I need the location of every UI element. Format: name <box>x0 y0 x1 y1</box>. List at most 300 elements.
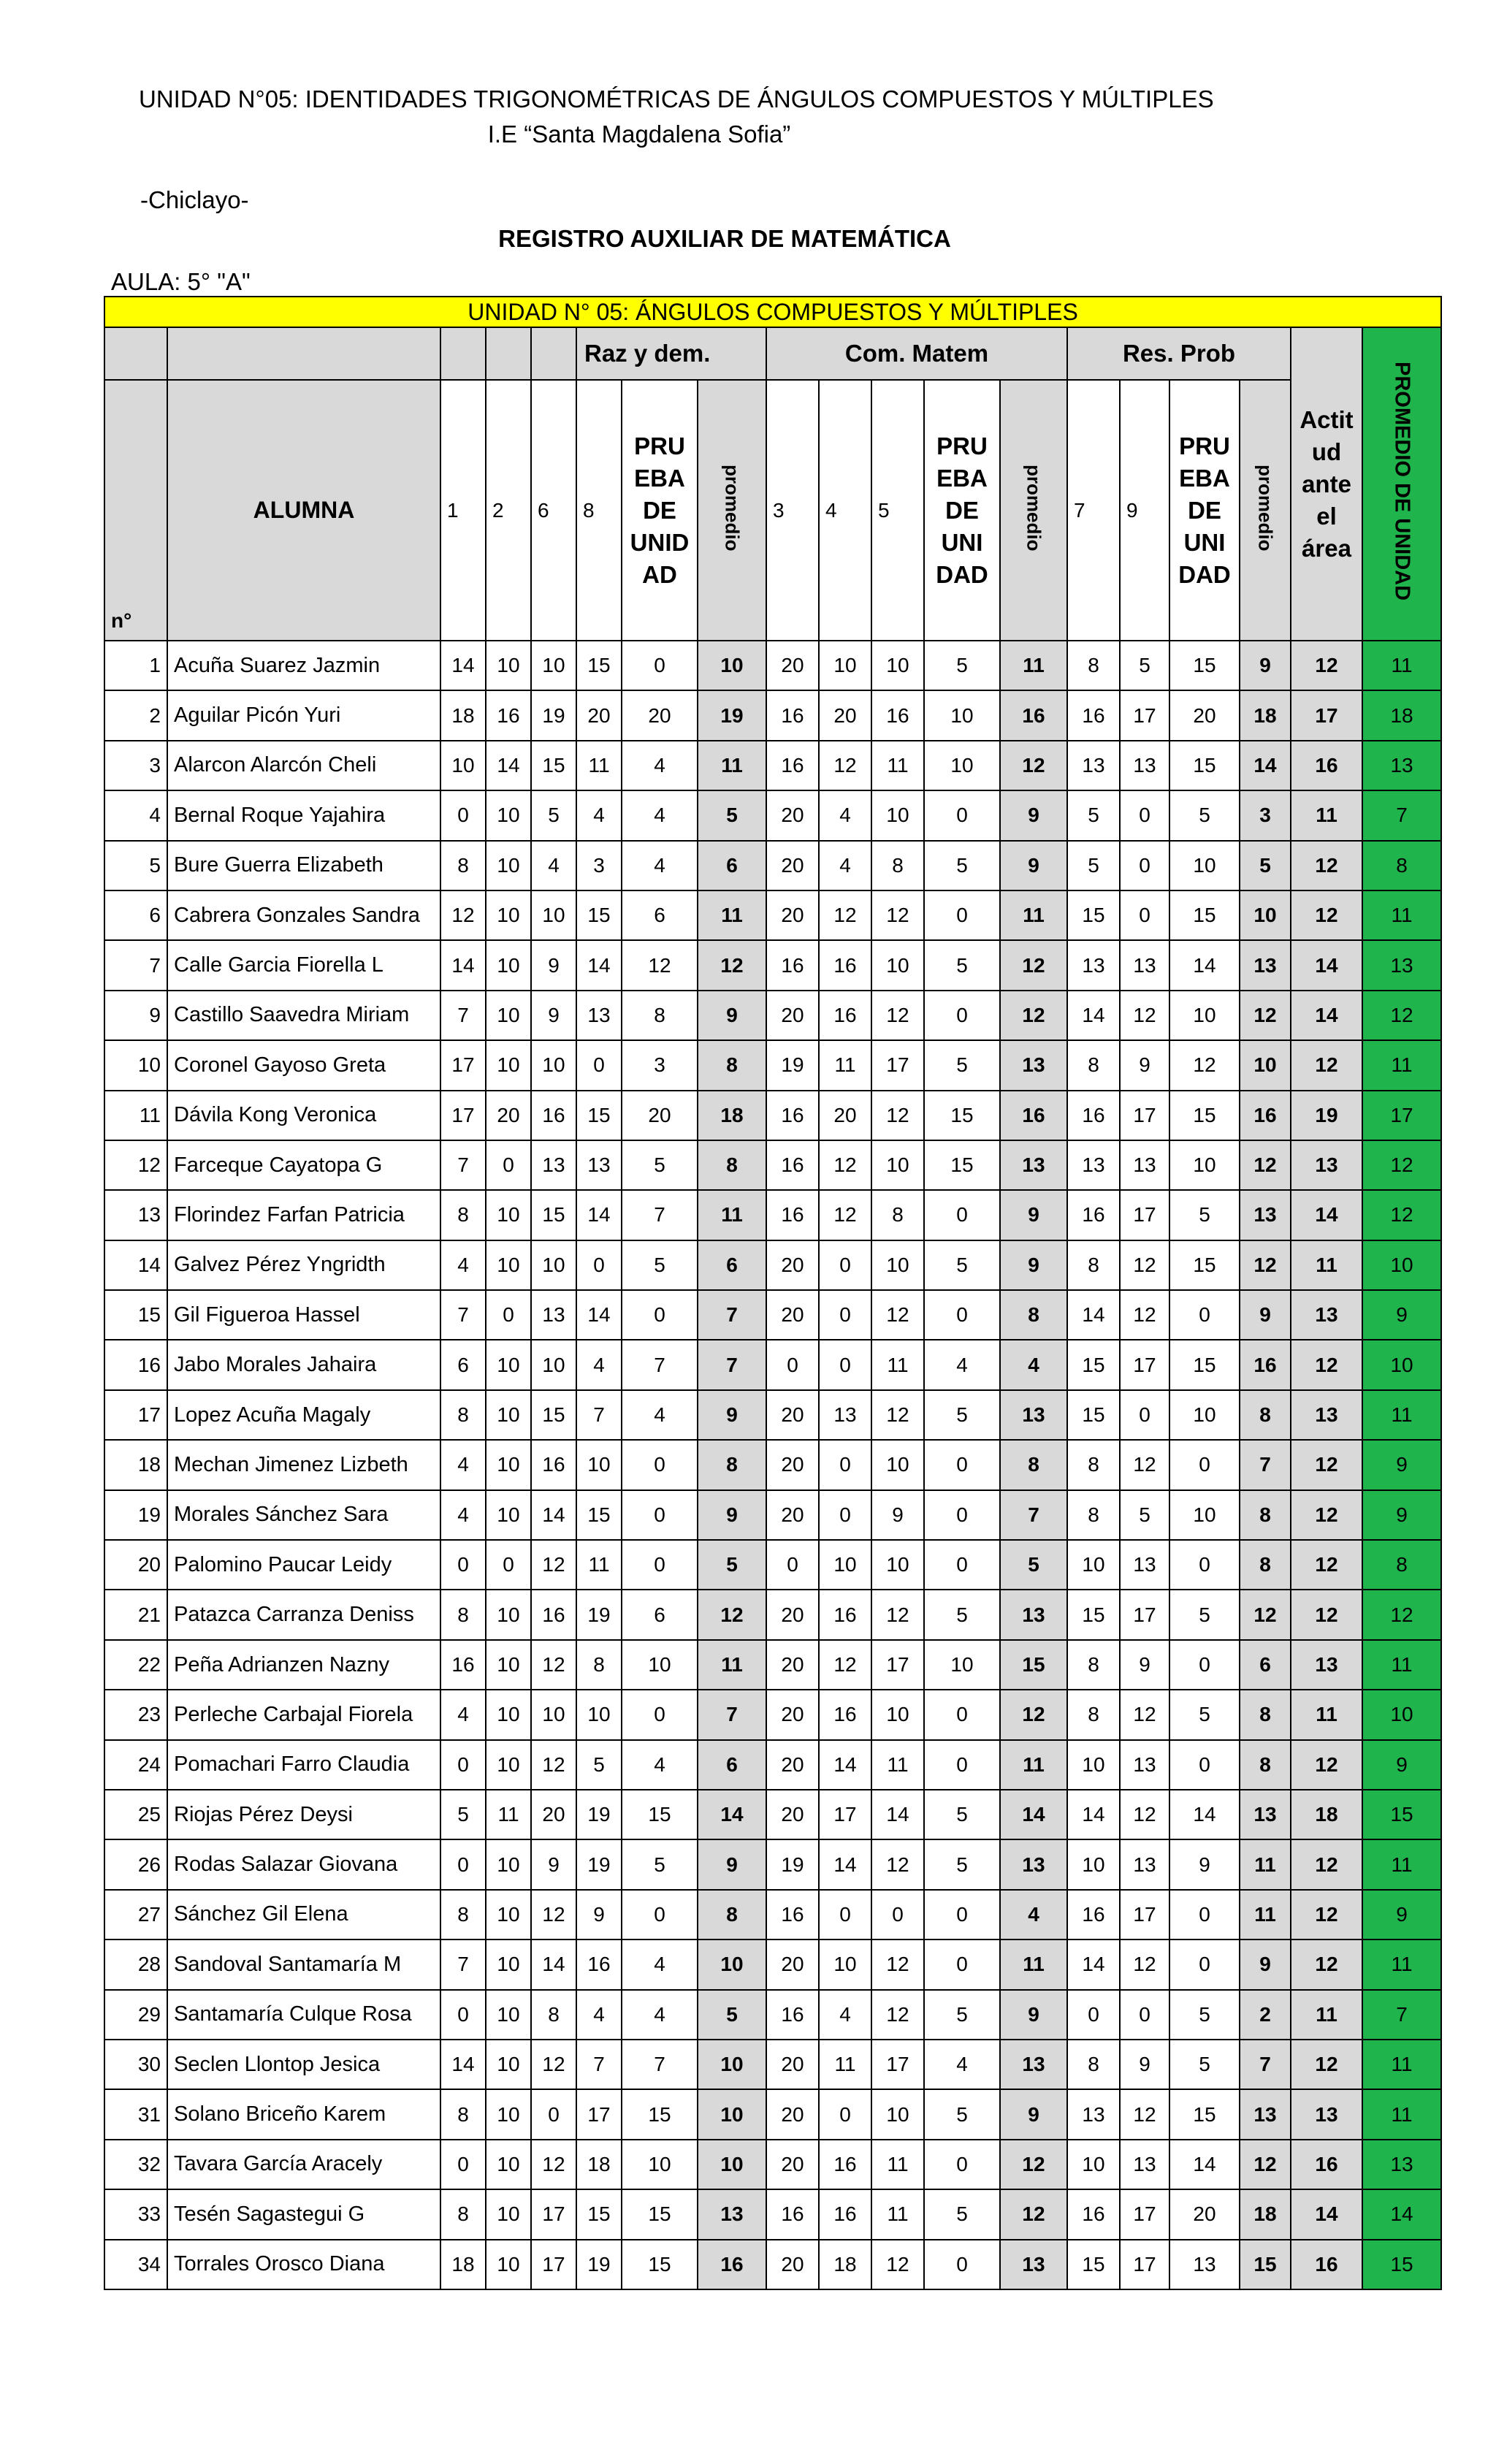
score-2: 10 <box>486 1990 531 2040</box>
score-5: 17 <box>871 2040 924 2089</box>
score-1: 7 <box>440 1939 486 1989</box>
table-row <box>104 1190 1441 1240</box>
score-8: 4 <box>576 1990 622 2040</box>
student-name: Florindez Farfan Patricia <box>167 1190 440 1240</box>
test-raz: 0 <box>622 1490 698 1540</box>
score-8: 11 <box>576 1540 622 1590</box>
test-res: 15 <box>1169 1340 1240 1389</box>
score-5: 8 <box>871 841 924 890</box>
score-4: 16 <box>819 1690 871 1739</box>
test-raz: 15 <box>622 2189 698 2239</box>
score-2: 10 <box>486 1490 531 1540</box>
test-raz: 4 <box>622 1740 698 1790</box>
school-name: I.E “Santa Magdalena Sofia” <box>487 121 791 148</box>
avg-raz: 11 <box>698 1190 766 1240</box>
score-1: 10 <box>440 741 486 790</box>
score-8: 17 <box>576 2089 622 2139</box>
score-3: 19 <box>766 1839 819 1889</box>
score-5: 11 <box>871 2189 924 2239</box>
score-9: 9 <box>1120 2040 1169 2089</box>
test-com: 15 <box>924 1140 1000 1190</box>
unit-average: 15 <box>1362 1790 1441 1839</box>
test-com: 10 <box>924 1640 1000 1690</box>
score-6: 12 <box>531 1890 576 1939</box>
avg-com: 9 <box>1000 2089 1067 2139</box>
avg-com: 12 <box>1000 2140 1067 2189</box>
attitude-score: 12 <box>1291 890 1362 940</box>
score-5: 11 <box>871 1740 924 1790</box>
avg-res: 8 <box>1240 1390 1291 1440</box>
score-6: 10 <box>531 890 576 940</box>
score-4: 16 <box>819 2140 871 2189</box>
avg-res: 2 <box>1240 1990 1291 2040</box>
score-4: 12 <box>819 1190 871 1240</box>
avg-res: 14 <box>1240 741 1291 790</box>
avg-res: 16 <box>1240 1091 1291 1140</box>
score-3: 20 <box>766 1390 819 1440</box>
avg-raz: 5 <box>698 1540 766 1590</box>
avg-res: 15 <box>1240 2240 1291 2289</box>
score-5: 12 <box>871 1091 924 1140</box>
attitude-score: 12 <box>1291 1490 1362 1540</box>
student-name: Alarcon Alarcón Cheli <box>167 741 440 790</box>
unit-average: 13 <box>1362 741 1441 790</box>
classroom-label: AULA: 5° "A" <box>111 268 251 295</box>
score-7: 5 <box>1067 841 1120 890</box>
grades-body <box>104 641 1441 2289</box>
score-7: 15 <box>1067 890 1120 940</box>
row-number: 24 <box>104 1740 167 1790</box>
student-name: Castillo Saavedra Miriam <box>167 991 440 1040</box>
score-1: 4 <box>440 1440 486 1490</box>
score-8: 14 <box>576 1290 622 1340</box>
test-raz: 10 <box>622 2140 698 2189</box>
avg-com: 4 <box>1000 1890 1067 1939</box>
unit-average: 13 <box>1362 940 1441 990</box>
score-9: 13 <box>1120 940 1169 990</box>
score-2: 0 <box>486 1540 531 1590</box>
score-1: 4 <box>440 1240 486 1290</box>
avg-raz: 7 <box>698 1290 766 1340</box>
score-4: 12 <box>819 890 871 940</box>
score-6: 16 <box>531 1091 576 1140</box>
score-2: 10 <box>486 1839 531 1889</box>
test-res: 10 <box>1169 1140 1240 1190</box>
test-res: 9 <box>1169 1839 1240 1889</box>
test-com: 0 <box>924 1939 1000 1989</box>
score-9: 17 <box>1120 1890 1169 1939</box>
score-2: 10 <box>486 790 531 840</box>
test-res: 13 <box>1169 2240 1240 2289</box>
avg-raz: 5 <box>698 1990 766 2040</box>
score-8: 19 <box>576 2240 622 2289</box>
student-name: Mechan Jimenez Lizbeth <box>167 1440 440 1490</box>
score-1: 4 <box>440 1690 486 1739</box>
table-row <box>104 741 1441 790</box>
score-8: 15 <box>576 890 622 940</box>
score-5: 10 <box>871 1140 924 1190</box>
score-3: 16 <box>766 1990 819 2040</box>
score-4: 16 <box>819 940 871 990</box>
row-number: 27 <box>104 1890 167 1939</box>
score-7: 8 <box>1067 1640 1120 1690</box>
row-number: 12 <box>104 1140 167 1190</box>
score-4: 4 <box>819 790 871 840</box>
attitude-score: 14 <box>1291 991 1362 1040</box>
row-number: 31 <box>104 2089 167 2139</box>
score-3: 20 <box>766 991 819 1040</box>
score-4: 10 <box>819 1939 871 1989</box>
student-name: Pomachari Farro Claudia <box>167 1740 440 1790</box>
score-9: 0 <box>1120 1990 1169 2040</box>
student-name: Morales Sánchez Sara <box>167 1490 440 1540</box>
test-raz: 4 <box>622 1390 698 1440</box>
score-3: 20 <box>766 1740 819 1790</box>
header-prueba-com: PRU EBA DE UNI DAD <box>924 380 1000 641</box>
score-5: 12 <box>871 1290 924 1340</box>
score-8: 14 <box>576 940 622 990</box>
score-1: 0 <box>440 1839 486 1889</box>
test-com: 0 <box>924 2140 1000 2189</box>
score-4: 0 <box>819 1890 871 1939</box>
header-alumna: ALUMNA <box>167 380 440 641</box>
score-8: 18 <box>576 2140 622 2189</box>
score-9: 13 <box>1120 741 1169 790</box>
score-3: 0 <box>766 1540 819 1590</box>
avg-com: 9 <box>1000 841 1067 890</box>
score-4: 0 <box>819 1440 871 1490</box>
avg-res: 3 <box>1240 790 1291 840</box>
score-1: 14 <box>440 940 486 990</box>
test-raz: 0 <box>622 1540 698 1590</box>
header-prueba-raz: PRU EBA DE UNID AD <box>622 380 698 641</box>
score-9: 9 <box>1120 1040 1169 1090</box>
score-3: 20 <box>766 1690 819 1739</box>
score-3: 16 <box>766 741 819 790</box>
test-com: 5 <box>924 2189 1000 2239</box>
test-res: 10 <box>1169 1490 1240 1540</box>
table-row <box>104 1091 1441 1140</box>
table-row <box>104 1240 1441 1290</box>
table-row <box>104 1140 1441 1190</box>
test-res: 15 <box>1169 1091 1240 1140</box>
score-5: 10 <box>871 1240 924 1290</box>
avg-res: 8 <box>1240 1740 1291 1790</box>
unit-average: 11 <box>1362 1640 1441 1690</box>
score-1: 14 <box>440 2040 486 2089</box>
score-3: 16 <box>766 940 819 990</box>
score-5: 12 <box>871 1590 924 1639</box>
row-number: 11 <box>104 1091 167 1140</box>
test-com: 5 <box>924 2089 1000 2139</box>
avg-raz: 6 <box>698 1240 766 1290</box>
test-raz: 0 <box>622 1890 698 1939</box>
score-1: 14 <box>440 641 486 690</box>
score-9: 0 <box>1120 841 1169 890</box>
score-3: 20 <box>766 1790 819 1839</box>
table-row <box>104 1440 1441 1490</box>
score-4: 11 <box>819 2040 871 2089</box>
unit-average: 12 <box>1362 1140 1441 1190</box>
avg-com: 13 <box>1000 1590 1067 1639</box>
student-name: Bure Guerra Elizabeth <box>167 841 440 890</box>
test-com: 10 <box>924 690 1000 740</box>
unit-average: 12 <box>1362 1590 1441 1639</box>
score-4: 14 <box>819 1740 871 1790</box>
unit-average: 11 <box>1362 1839 1441 1889</box>
avg-raz: 9 <box>698 1490 766 1540</box>
avg-com: 9 <box>1000 1190 1067 1240</box>
score-2: 10 <box>486 2140 531 2189</box>
header-number: n° <box>104 380 167 641</box>
test-com: 0 <box>924 1490 1000 1540</box>
score-7: 15 <box>1067 1590 1120 1639</box>
avg-com: 7 <box>1000 1490 1067 1540</box>
score-5: 14 <box>871 1790 924 1839</box>
score-2: 16 <box>486 690 531 740</box>
score-2: 10 <box>486 890 531 940</box>
score-2: 10 <box>486 1590 531 1639</box>
score-5: 10 <box>871 641 924 690</box>
row-number: 3 <box>104 741 167 790</box>
score-4: 0 <box>819 1340 871 1389</box>
student-name: Tavara García Aracely <box>167 2140 440 2189</box>
row-number: 33 <box>104 2189 167 2239</box>
avg-raz: 16 <box>698 2240 766 2289</box>
score-9: 0 <box>1120 790 1169 840</box>
avg-res: 12 <box>1240 2140 1291 2189</box>
score-1: 8 <box>440 841 486 890</box>
avg-raz: 9 <box>698 1390 766 1440</box>
score-5: 0 <box>871 1890 924 1939</box>
score-3: 20 <box>766 2040 819 2089</box>
score-5: 12 <box>871 1939 924 1989</box>
score-4: 18 <box>819 2240 871 2289</box>
test-com: 4 <box>924 1340 1000 1389</box>
test-res: 15 <box>1169 741 1240 790</box>
score-6: 10 <box>531 1690 576 1739</box>
score-7: 13 <box>1067 1140 1120 1190</box>
student-name: Torrales Orosco Diana <box>167 2240 440 2289</box>
score-9: 12 <box>1120 1690 1169 1739</box>
score-8: 19 <box>576 1839 622 1889</box>
attitude-score: 12 <box>1291 1839 1362 1889</box>
avg-com: 11 <box>1000 1939 1067 1989</box>
score-7: 14 <box>1067 1790 1120 1839</box>
avg-raz: 12 <box>698 1590 766 1639</box>
test-res: 0 <box>1169 1890 1240 1939</box>
score-9: 17 <box>1120 1190 1169 1240</box>
test-res: 5 <box>1169 790 1240 840</box>
score-3: 20 <box>766 1440 819 1490</box>
score-3: 20 <box>766 790 819 840</box>
test-raz: 5 <box>622 1140 698 1190</box>
avg-res: 8 <box>1240 1490 1291 1540</box>
score-8: 13 <box>576 1140 622 1190</box>
attitude-score: 16 <box>1291 2140 1362 2189</box>
score-9: 17 <box>1120 2240 1169 2289</box>
score-8: 11 <box>576 741 622 790</box>
test-res: 5 <box>1169 1590 1240 1639</box>
row-number: 4 <box>104 790 167 840</box>
test-res: 20 <box>1169 690 1240 740</box>
avg-raz: 8 <box>698 1140 766 1190</box>
score-3: 16 <box>766 1190 819 1240</box>
score-6: 12 <box>531 1540 576 1590</box>
score-7: 10 <box>1067 1740 1120 1790</box>
table-row <box>104 2189 1441 2239</box>
score-7: 15 <box>1067 2240 1120 2289</box>
avg-res: 8 <box>1240 1540 1291 1590</box>
score-8: 20 <box>576 690 622 740</box>
test-res: 15 <box>1169 1240 1240 1290</box>
test-raz: 12 <box>622 940 698 990</box>
table-row <box>104 641 1441 690</box>
score-1: 0 <box>440 1990 486 2040</box>
test-com: 5 <box>924 940 1000 990</box>
unit-average: 7 <box>1362 1990 1441 2040</box>
row-number: 25 <box>104 1790 167 1839</box>
table-row <box>104 1490 1441 1540</box>
attitude-score: 12 <box>1291 1740 1362 1790</box>
test-res: 5 <box>1169 1690 1240 1739</box>
score-9: 17 <box>1120 1340 1169 1389</box>
score-9: 12 <box>1120 1240 1169 1290</box>
unit-average: 11 <box>1362 1390 1441 1440</box>
score-6: 17 <box>531 2240 576 2289</box>
score-6: 16 <box>531 1590 576 1639</box>
student-name: Bernal Roque Yajahira <box>167 790 440 840</box>
score-6: 20 <box>531 1790 576 1839</box>
score-2: 0 <box>486 1290 531 1340</box>
score-6: 0 <box>531 2089 576 2139</box>
score-2: 10 <box>486 1440 531 1490</box>
test-res: 5 <box>1169 2040 1240 2089</box>
avg-res: 12 <box>1240 1590 1291 1639</box>
score-1: 4 <box>440 1490 486 1540</box>
avg-com: 13 <box>1000 1839 1067 1889</box>
header-actitud: Actit ud ante el área <box>1291 327 1362 641</box>
score-7: 8 <box>1067 1690 1120 1739</box>
score-8: 4 <box>576 790 622 840</box>
score-4: 13 <box>819 1390 871 1440</box>
score-2: 11 <box>486 1790 531 1839</box>
score-2: 10 <box>486 641 531 690</box>
score-4: 16 <box>819 2189 871 2239</box>
table-row <box>104 940 1441 990</box>
score-3: 20 <box>766 2089 819 2139</box>
attitude-score: 17 <box>1291 690 1362 740</box>
score-2: 10 <box>486 1939 531 1989</box>
attitude-score: 12 <box>1291 1890 1362 1939</box>
test-raz: 5 <box>622 1839 698 1889</box>
score-8: 13 <box>576 991 622 1040</box>
student-name: Cabrera Gonzales Sandra <box>167 890 440 940</box>
score-3: 19 <box>766 1040 819 1090</box>
score-3: 20 <box>766 1490 819 1540</box>
score-6: 10 <box>531 1040 576 1090</box>
score-4: 10 <box>819 1540 871 1590</box>
header-promedio-unidad: PROMEDIO DE UNIDAD <box>1362 327 1441 641</box>
score-3: 20 <box>766 2140 819 2189</box>
score-9: 12 <box>1120 991 1169 1040</box>
test-raz: 0 <box>622 1290 698 1340</box>
test-com: 5 <box>924 1839 1000 1889</box>
score-6: 12 <box>531 1740 576 1790</box>
test-raz: 0 <box>622 1690 698 1739</box>
score-6: 5 <box>531 790 576 840</box>
row-number: 1 <box>104 641 167 690</box>
test-raz: 7 <box>622 2040 698 2089</box>
test-raz: 4 <box>622 841 698 890</box>
avg-res: 9 <box>1240 1290 1291 1340</box>
unit-average: 8 <box>1362 1540 1441 1590</box>
test-res: 20 <box>1169 2189 1240 2239</box>
table-row <box>104 1890 1441 1939</box>
row-number: 6 <box>104 890 167 940</box>
attitude-score: 12 <box>1291 1590 1362 1639</box>
score-9: 13 <box>1120 1839 1169 1889</box>
avg-com: 13 <box>1000 1390 1067 1440</box>
avg-raz: 8 <box>698 1040 766 1090</box>
student-name: Gil Figueroa Hassel <box>167 1290 440 1340</box>
score-6: 10 <box>531 1240 576 1290</box>
score-4: 0 <box>819 1240 871 1290</box>
student-name: Santamaría Culque Rosa <box>167 1990 440 2040</box>
score-1: 7 <box>440 1290 486 1340</box>
avg-raz: 10 <box>698 2140 766 2189</box>
test-res: 12 <box>1169 1040 1240 1090</box>
table-row <box>104 1990 1441 2040</box>
avg-raz: 11 <box>698 890 766 940</box>
test-raz: 0 <box>622 641 698 690</box>
avg-com: 4 <box>1000 1340 1067 1389</box>
score-2: 10 <box>486 2240 531 2289</box>
score-3: 20 <box>766 1640 819 1690</box>
table-row <box>104 1690 1441 1739</box>
test-com: 5 <box>924 1790 1000 1839</box>
avg-raz: 9 <box>698 991 766 1040</box>
attitude-score: 12 <box>1291 1040 1362 1090</box>
score-2: 10 <box>486 1390 531 1440</box>
test-com: 0 <box>924 1440 1000 1490</box>
score-6: 17 <box>531 2189 576 2239</box>
score-2: 10 <box>486 940 531 990</box>
student-name: Perleche Carbajal Fiorela <box>167 1690 440 1739</box>
row-number: 21 <box>104 1590 167 1639</box>
student-name: Farceque Cayatopa G <box>167 1140 440 1190</box>
score-8: 15 <box>576 641 622 690</box>
group-blank <box>486 327 531 380</box>
score-7: 13 <box>1067 940 1120 990</box>
table-row <box>104 1740 1441 1790</box>
avg-res: 13 <box>1240 1790 1291 1839</box>
student-name: Peña Adrianzen Nazny <box>167 1640 440 1690</box>
score-5: 11 <box>871 741 924 790</box>
score-9: 5 <box>1120 641 1169 690</box>
test-com: 5 <box>924 1040 1000 1090</box>
score-3: 20 <box>766 1939 819 1989</box>
score-2: 10 <box>486 1240 531 1290</box>
avg-com: 9 <box>1000 790 1067 840</box>
score-7: 16 <box>1067 2189 1120 2239</box>
test-com: 0 <box>924 1540 1000 1590</box>
score-9: 5 <box>1120 1490 1169 1540</box>
score-8: 8 <box>576 1640 622 1690</box>
test-raz: 4 <box>622 790 698 840</box>
avg-res: 5 <box>1240 841 1291 890</box>
score-2: 10 <box>486 991 531 1040</box>
